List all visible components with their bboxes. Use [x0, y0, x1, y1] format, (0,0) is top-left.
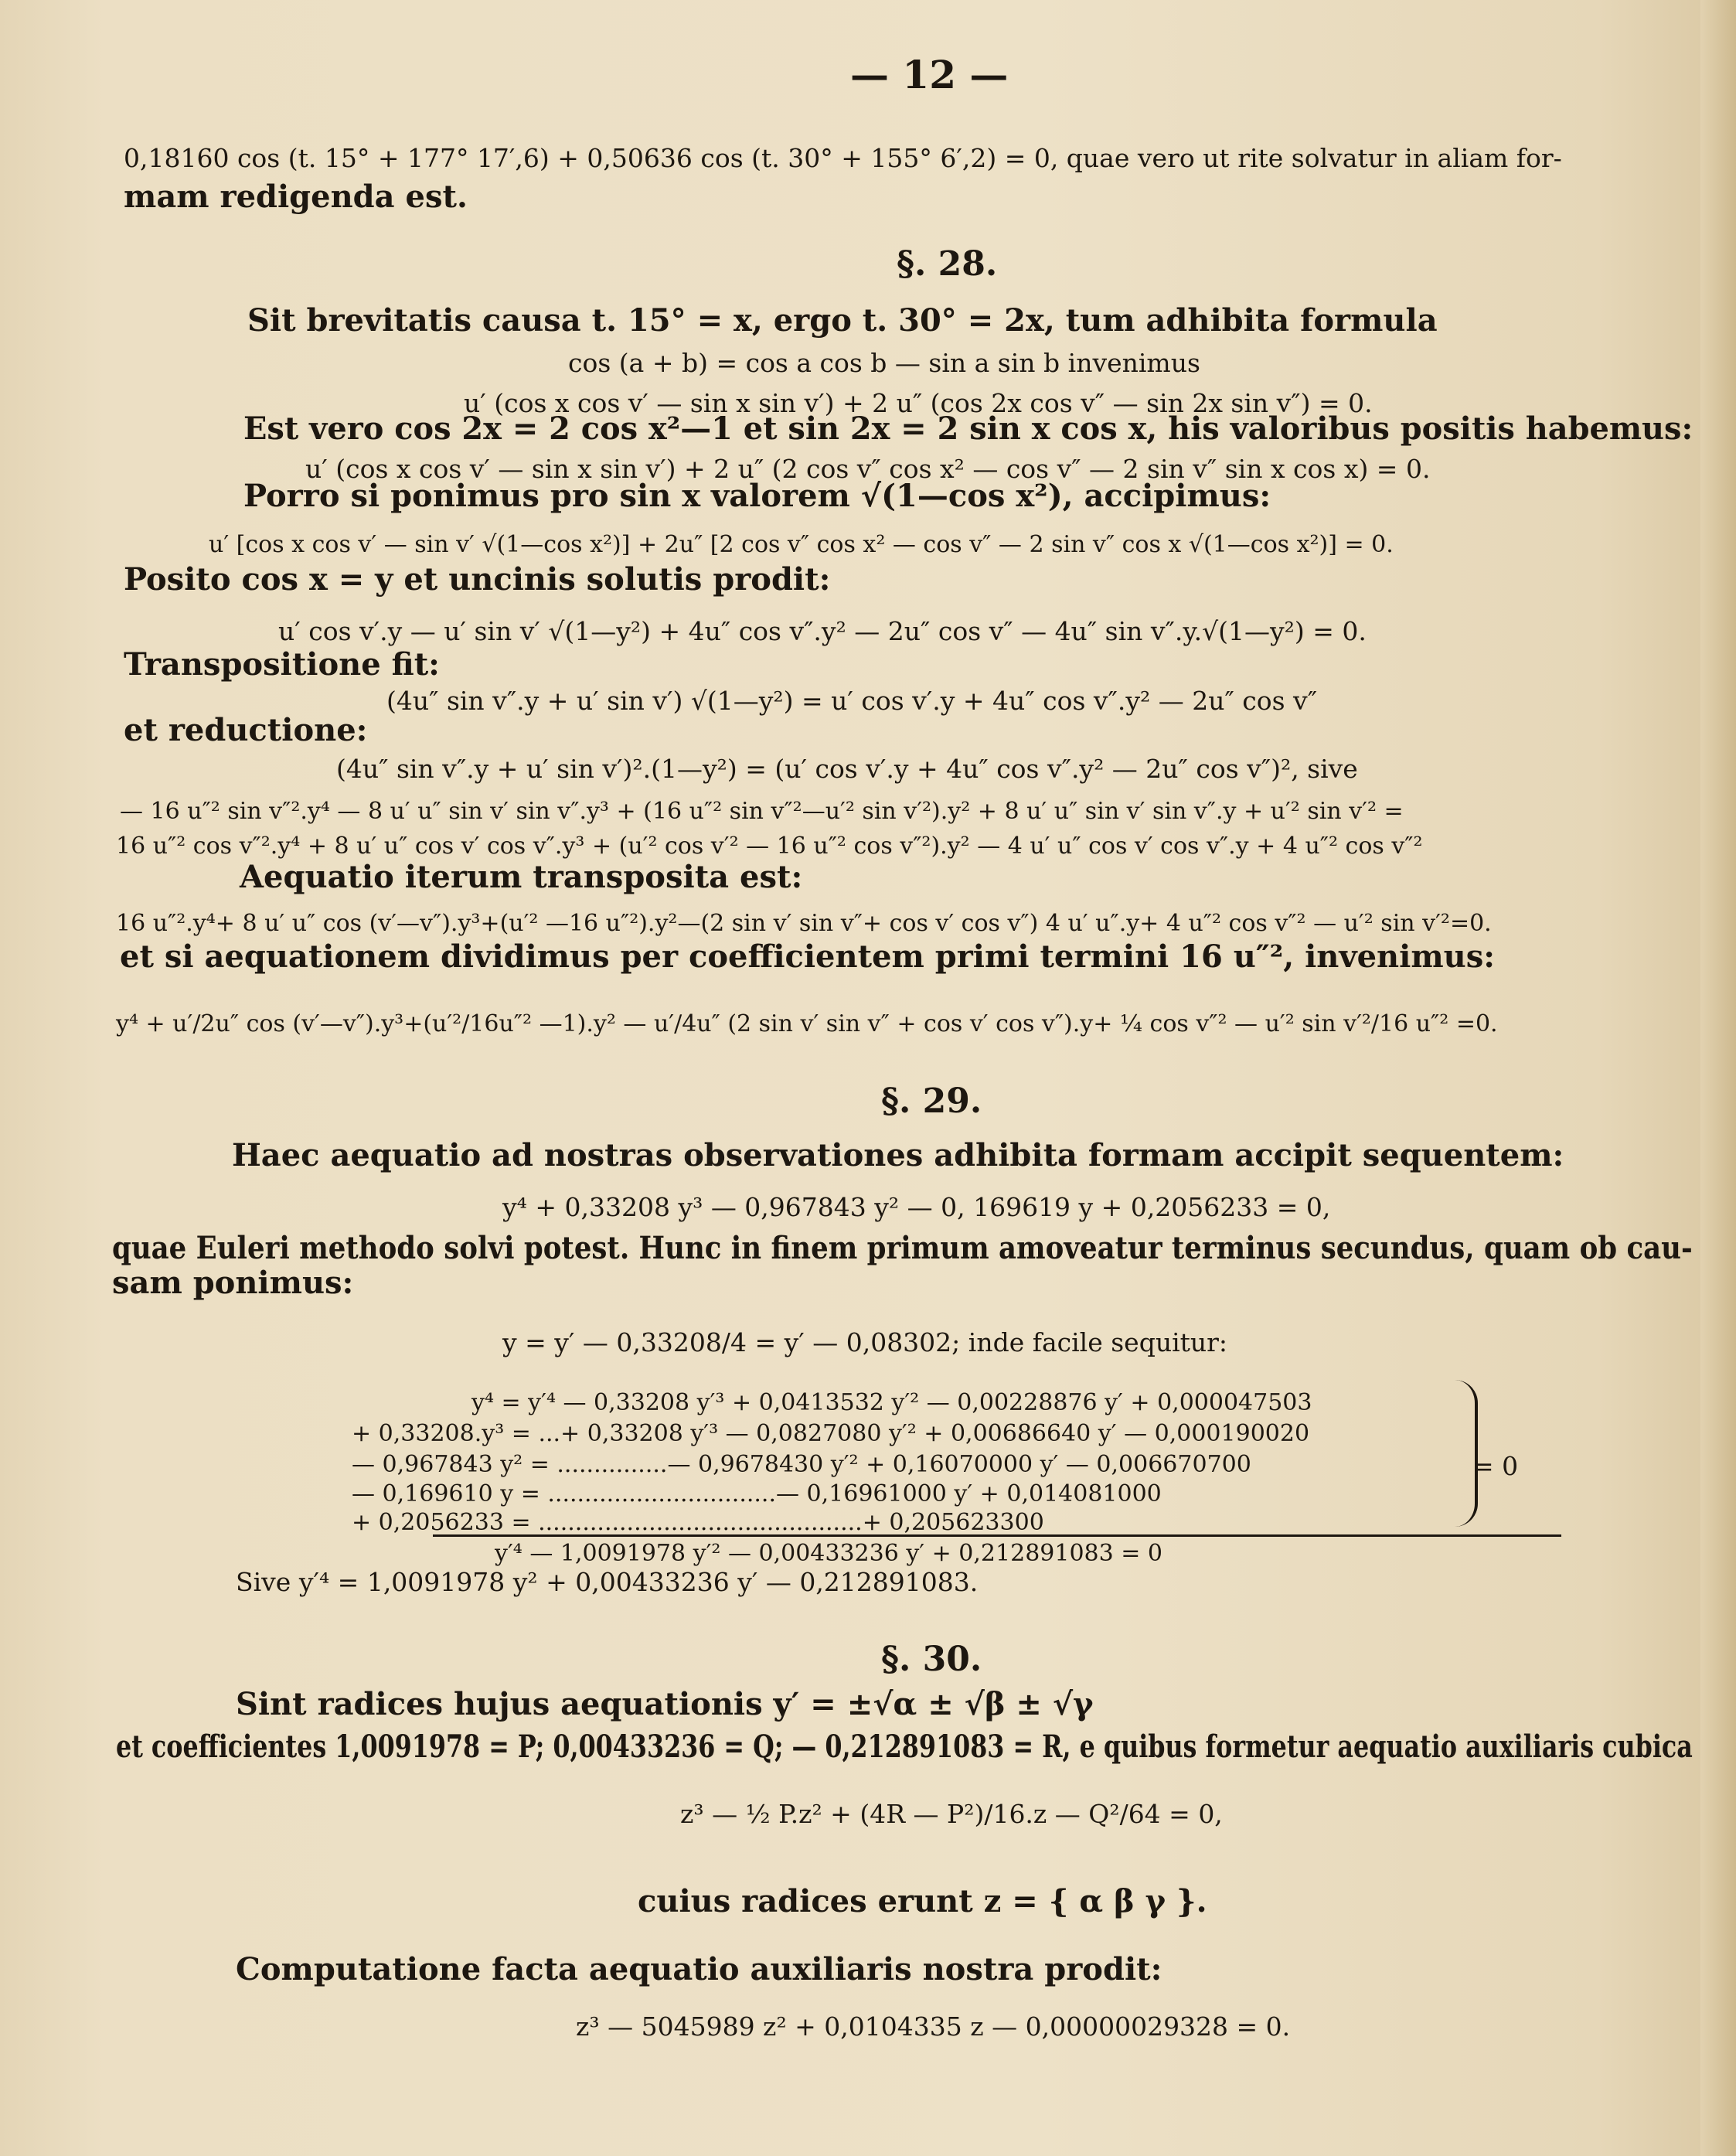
text-line: sam ponimus:: [112, 1265, 354, 1301]
text-line: Transpositione fit:: [124, 646, 440, 683]
text-line: Haec aequatio ad nostras observationes adhibita formam accipit sequentem:: [232, 1137, 1564, 1173]
text-line: Aequatio iterum transposita est:: [240, 859, 803, 895]
equation: 16 u″² cos v″².y⁴ + 8 u′ u″ cos v′ cos v″.y³ + (u′² cos v′² — 16 u″² cos v″²).y² — 4 u′ u″ cos v′ cos v″.y + 4 u″² cos v″²: [116, 833, 1423, 860]
table-row: — 0,967843 y² = ...............— 0,9678430 y′² + 0,16070000 y′ — 0,006670700: [352, 1451, 1251, 1478]
equation: Sive y′⁴ = 1,0091978 y² + 0,00433236 y′ — 0,212891083.: [236, 1567, 979, 1597]
equation: z³ — 5045989 z² + 0,0104335 z — 0,00000029328 = 0.: [576, 2011, 1291, 2042]
text-line: Sint radices hujus aequationis y′ = ±√α ± √β ± √γ: [236, 1686, 1094, 1722]
section-heading-29: §. 29.: [881, 1081, 982, 1121]
equation: y⁴ + u′/2u″ cos (v′—v″).y³+(u′²/16u″² —1).y² — u′/4u″ (2 sin v′ sin v″ + cos v′ cos v″).y+ ¼ cos v″² — u′² sin v′²/16 u″² =0.: [116, 1010, 1498, 1037]
equation: u′ (cos x cos v′ — sin x sin v′) + 2 u″ (cos 2x cos v″ — sin 2x sin v″) = 0.: [464, 388, 1373, 418]
equation: y⁴ + 0,33208 y³ — 0,967843 y² — 0, 169619 y + 0,2056233 = 0,: [502, 1192, 1331, 1222]
text-line: mam redigenda est.: [124, 179, 468, 215]
text-line: et coefficientes 1,0091978 = P; 0,00433236 = Q; — 0,212891083 = R, e quibus formetur aequatio auxiliaris cubica: [116, 1729, 1693, 1765]
text-line: cuius radices erunt z = { α β γ }.: [638, 1883, 1207, 1919]
page-number: — 12 —: [850, 52, 1009, 97]
equation: u′ (cos x cos v′ — sin x sin v′) + 2 u″ (2 cos v″ cos x² — cos v″ — 2 sin v″ sin x cos x) = 0.: [305, 454, 1431, 484]
equation: — 16 u″² sin v″².y⁴ — 8 u′ u″ sin v′ sin v″.y³ + (16 u″² sin v″²—u′² sin v′²).y² + 8 u′ u″ sin v′ sin v″.y + u′² sin v′² =: [120, 798, 1404, 825]
equation: (4u″ sin v″.y + u′ sin v′)².(1—y²) = (u′ cos v′.y + 4u″ cos v″.y² — 2u″ cos v″)², sive: [336, 754, 1358, 784]
equation: y′⁴ — 1,0091978 y′² — 0,00433236 y′ + 0,212891083 = 0: [495, 1540, 1163, 1567]
sum-rule: [433, 1534, 1561, 1537]
text-line: Sit brevitatis causa t. 15° = x, ergo t. 30° = 2x, tum adhibita formula: [247, 302, 1438, 339]
table-row: — 0,169610 y = ...............................— 0,16961000 y′ + 0,014081000: [352, 1480, 1162, 1507]
brace-result: = 0: [1472, 1451, 1519, 1481]
text-line: Posito cos x = y et uncinis solutis prodit:: [124, 561, 831, 598]
text-line: Porro si ponimus pro sin x valorem √(1—cos x²), accipimus:: [243, 478, 1271, 514]
text-line: et si aequationem dividimus per coefficientem primi termini 16 u″², invenimus:: [120, 938, 1496, 975]
equation: (4u″ sin v″.y + u′ sin v′) √(1—y²) = u′ cos v′.y + 4u″ cos v″.y² — 2u″ cos v″: [386, 686, 1318, 716]
equation: z³ — ½ P.z² + (4R — P²)/16.z — Q²/64 = 0,: [680, 1799, 1223, 1829]
equation: cos (a + b) = cos a cos b — sin a sin b invenimus: [568, 348, 1200, 378]
text-line: Est vero cos 2x = 2 cos x²—1 et sin 2x = 2 sin x cos x, his valoribus positis habemus:: [243, 410, 1693, 447]
table-row: + 0,33208.y³ = ...+ 0,33208 y′³ — 0,0827080 y′² + 0,00686640 y′ — 0,000190020: [352, 1420, 1310, 1447]
section-heading-30: §. 30.: [881, 1640, 982, 1679]
text-line: Computatione facta aequatio auxiliaris nostra prodit:: [236, 1951, 1162, 1987]
text-line: et reductione:: [124, 712, 368, 748]
equation: u′ cos v′.y — u′ sin v′ √(1—y²) + 4u″ cos v″.y² — 2u″ cos v″ — 4u″ sin v″.y.√(1—y²) = 0.: [278, 616, 1367, 646]
text-line: 0,18160 cos (t. 15° + 177° 17′,6) + 0,50636 cos (t. 30° + 155° 6′,2) = 0, quae vero ut rite solvatur in aliam for-: [124, 143, 1562, 173]
section-heading-28: §. 28.: [897, 244, 998, 284]
table-row: + 0,2056233 = ............................................+ 0,205623300: [352, 1509, 1044, 1536]
table-row: y⁴ = y′⁴ — 0,33208 y′³ + 0,0413532 y′² — 0,00228876 y′ + 0,000047503: [471, 1389, 1312, 1416]
equation: y = y′ — 0,33208/4 = y′ — 0,08302; inde facile sequitur:: [502, 1327, 1228, 1357]
text-line: quae Euleri methodo solvi potest. Hunc in finem primum amoveatur terminus secundus, quam ob cau-: [112, 1230, 1693, 1266]
equation: u′ [cos x cos v′ — sin v′ √(1—cos x²)] + 2u″ [2 cos v″ cos x² — cos v″ — 2 sin v″ cos x √(1—cos x²)] = 0.: [209, 531, 1394, 558]
page-edge: [1700, 0, 1736, 2156]
equation: 16 u″².y⁴+ 8 u′ u″ cos (v′—v″).y³+(u′² —16 u″²).y²—(2 sin v′ sin v″+ cos v′ cos v″) 4 u′ u″.y+ 4 u″² cos v″² — u′² sin v′²=0.: [116, 910, 1492, 937]
